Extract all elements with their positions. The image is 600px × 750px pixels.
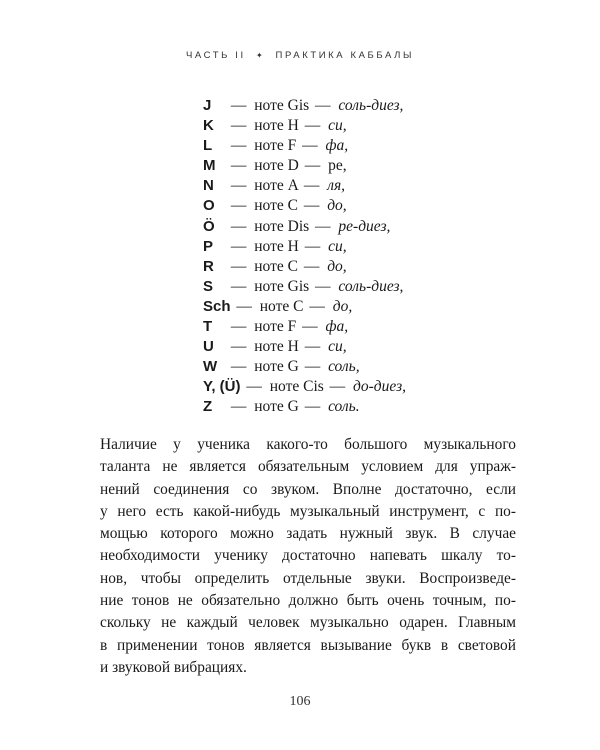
note-dash: —: [303, 197, 320, 215]
paragraph-line: Наличие у ученика какого-то большого музыкального: [100, 436, 516, 453]
note-dash: —: [315, 277, 331, 295]
note-solfege: соль,: [328, 358, 360, 376]
note-row: [203, 116, 406, 136]
note-letter: W: [203, 358, 218, 376]
note-row: [203, 156, 406, 176]
note-name: ноте C: [254, 257, 298, 275]
note-letter: M: [203, 157, 216, 175]
note-name: ноте F: [254, 137, 297, 155]
note-letter: P: [203, 237, 214, 255]
note-letter: Z: [203, 398, 213, 416]
paragraph-line: в применении тонов является вызывание букв в световой: [100, 636, 516, 654]
note-dash: —: [304, 358, 321, 376]
note-dash: —: [230, 197, 247, 215]
note-row: [203, 96, 406, 116]
paragraph-line: и звуковой вибрациях.: [100, 658, 247, 676]
note-solfege: до-диез,: [353, 378, 406, 396]
note-row: [203, 297, 406, 317]
note-dash: —: [304, 398, 321, 416]
note-dash: —: [304, 338, 321, 356]
note-name: ноте H: [254, 237, 299, 255]
note-name: ноте A: [254, 177, 298, 195]
note-name: ноте Dis: [254, 217, 310, 235]
note-row: [203, 237, 406, 257]
note-dash: —: [230, 217, 247, 235]
note-row: [203, 217, 406, 237]
note-solfege: ре-диез,: [338, 217, 391, 235]
note-name: ноте G: [254, 398, 299, 416]
note-dash: —: [230, 177, 247, 195]
note-dash: —: [230, 338, 247, 356]
note-solfege: до,: [332, 297, 353, 315]
note-letter: K: [203, 117, 214, 135]
note-solfege: соль-диез,: [338, 277, 404, 295]
note-dash: —: [315, 97, 331, 114]
note-letter: O: [203, 197, 215, 215]
note-dash: —: [230, 157, 247, 175]
note-dash: —: [230, 257, 247, 275]
note-solfege: си,: [328, 338, 347, 356]
note-solfege: фа,: [325, 137, 349, 155]
note-name: ноте C: [254, 197, 298, 215]
note-dash: —: [230, 97, 247, 114]
note-dash: —: [246, 378, 262, 396]
note-solfege: ре,: [328, 157, 347, 175]
note-name: ноте G: [254, 358, 299, 376]
note-solfege: до,: [327, 197, 347, 215]
note-row: [203, 317, 406, 337]
note-dash: —: [236, 297, 252, 315]
note-solfege: до,: [327, 257, 347, 275]
note-letter: U: [203, 338, 214, 356]
note-name: ноте C: [259, 297, 304, 315]
note-name: ноте Gis: [254, 97, 310, 114]
paragraph-line: необходимости ученику достаточно напевать шкалу то-: [100, 547, 516, 565]
note-dash: —: [230, 358, 247, 376]
note-name: ноте D: [254, 157, 299, 175]
body-paragraph: [100, 434, 516, 679]
note-letter: N: [203, 177, 214, 195]
page-number: 106: [289, 694, 311, 709]
note-letter: L: [203, 137, 213, 155]
note-solfege: си,: [328, 237, 347, 255]
note-solfege: соль.: [328, 398, 360, 416]
note-dash: —: [303, 177, 320, 195]
paragraph-line: у него есть какой-нибудь музыкальный инструмент, с по-: [100, 502, 516, 520]
note-row: [203, 277, 406, 297]
note-solfege: ля,: [327, 177, 346, 195]
note-row: [203, 397, 406, 417]
note-row: [203, 377, 406, 397]
note-row: [203, 357, 406, 377]
note-dash: —: [329, 378, 346, 396]
paragraph-line: ние тонов не обязательно должно быть очень точным, по-: [100, 592, 516, 610]
note-row: [203, 136, 406, 156]
note-dash: —: [230, 318, 247, 336]
running-header: [0, 50, 600, 61]
note-dash: —: [230, 277, 247, 295]
paragraph-line: нений соединения со звуком. Вполне достаточно, если: [100, 480, 516, 498]
note-letter: Ö: [203, 217, 215, 235]
note-solfege: си,: [328, 117, 347, 135]
paragraph-line: таланта не является обязательным условием для упраж-: [100, 458, 516, 476]
note-solfege: фа,: [325, 318, 349, 336]
note-name: ноте Gis: [254, 277, 310, 295]
note-letter: R: [203, 257, 214, 275]
note-letter: J: [203, 97, 212, 114]
note-dash: —: [309, 297, 325, 315]
paragraph-line: мощью которого можно задать нужный звук. В случае: [100, 525, 516, 543]
note-dash: —: [230, 237, 247, 255]
note-name: ноте F: [254, 318, 297, 336]
note-letter: T: [203, 318, 213, 336]
note-letter: S: [203, 277, 214, 295]
note-dash: —: [304, 117, 321, 135]
note-letter: Y, (Ü): [203, 378, 241, 396]
paragraph-line: нов, чтобы определить отдельные звуки. Воспроизведе-: [100, 569, 516, 587]
note-dash: —: [230, 137, 247, 155]
note-row: [203, 337, 406, 357]
note-dash: —: [304, 237, 321, 255]
note-letter: Sch: [203, 297, 231, 315]
note-name: ноте Cis: [269, 378, 324, 396]
note-name: ноте H: [254, 117, 299, 135]
letter-note-list: [203, 96, 406, 418]
paragraph-line: скольку не каждый человек музыкально одарен. Главным: [100, 614, 516, 632]
header-part: ЧАСТЬ II: [185, 50, 246, 61]
note-row: [203, 196, 406, 216]
note-dash: —: [230, 398, 247, 416]
note-dash: —: [230, 117, 247, 135]
note-dash: —: [303, 257, 320, 275]
note-row: [203, 176, 406, 196]
note-dash: —: [304, 157, 321, 175]
note-dash: —: [302, 318, 318, 336]
note-solfege: соль-диез,: [338, 97, 404, 114]
note-dash: —: [315, 217, 331, 235]
note-row: [203, 257, 406, 277]
note-dash: —: [302, 137, 318, 155]
header-title: ПРАКТИКА КАББАЛЫ: [275, 50, 415, 61]
header-separator-icon: ✦: [255, 51, 266, 60]
note-name: ноте H: [254, 338, 299, 356]
